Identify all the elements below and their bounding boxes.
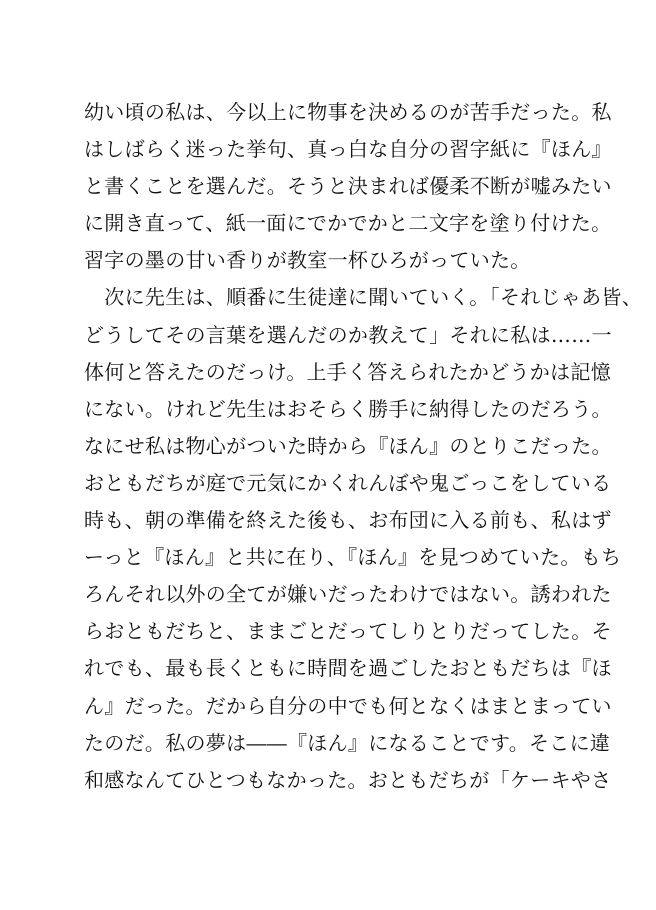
text-line: 次に先生は、順番に生徒達に聞いていく。「それじゃあ皆、: [84, 285, 642, 310]
body-text: [84, 94, 642, 799]
text-line: ろんそれ以外の全てが嫌いだったわけではない。誘われた: [84, 582, 612, 607]
text-line: らおともだちと、ままごとだってしりとりだってした。そ: [84, 619, 612, 644]
text-line: たのだ。私の夢は――『ほん』になることです。そこに違: [84, 730, 611, 755]
text-line: 幼い頃の私は、今以上に物事を決めるのが苦手だった。私: [84, 100, 612, 124]
text-line: どうしてその言葉を選んだのか教えて」それに私は……一: [84, 322, 612, 347]
text-line: 習字の墨の甘い香りが教室一杯ひろがっていた。: [84, 248, 531, 273]
text-line: ーっと『ほん』と共に在り、『ほん』を見つめていた。もち: [84, 545, 622, 570]
text-line: と書くことを選んだ。そうと決まれば優柔不断が嘘みたい: [84, 174, 612, 199]
text-line: にない。けれど先生はおそらく勝手に納得したのだろう。: [84, 396, 612, 421]
text-line: れでも、最も長くともに時間を過ごしたおともだちは『ほ: [84, 656, 612, 681]
text-line: に開き直って、紙一面にでかでかと二文字を塗り付けた。: [84, 211, 612, 236]
text-line: 体何と答えたのだっけ。上手く答えられたかどうかは記憶: [84, 359, 611, 384]
text-line: おともだちが庭で元気にかくれんぼや鬼ごっこをしている: [84, 470, 612, 495]
text-line: ん』だった。だから自分の中でも何となくはまとまってい: [84, 693, 612, 718]
text-line: はしばらく迷った挙句、真っ白な自分の習字紙に『ほん』: [84, 137, 612, 162]
text-line: 時も、朝の準備を終えた後も、お布団に入る前も、私はず: [84, 508, 612, 533]
text-line: 和感なんてひとつもなかった。おともだちが「ケーキやさ: [84, 767, 612, 792]
text-line: なにせ私は物心がついた時から『ほん』のとりこだった。: [84, 433, 612, 458]
